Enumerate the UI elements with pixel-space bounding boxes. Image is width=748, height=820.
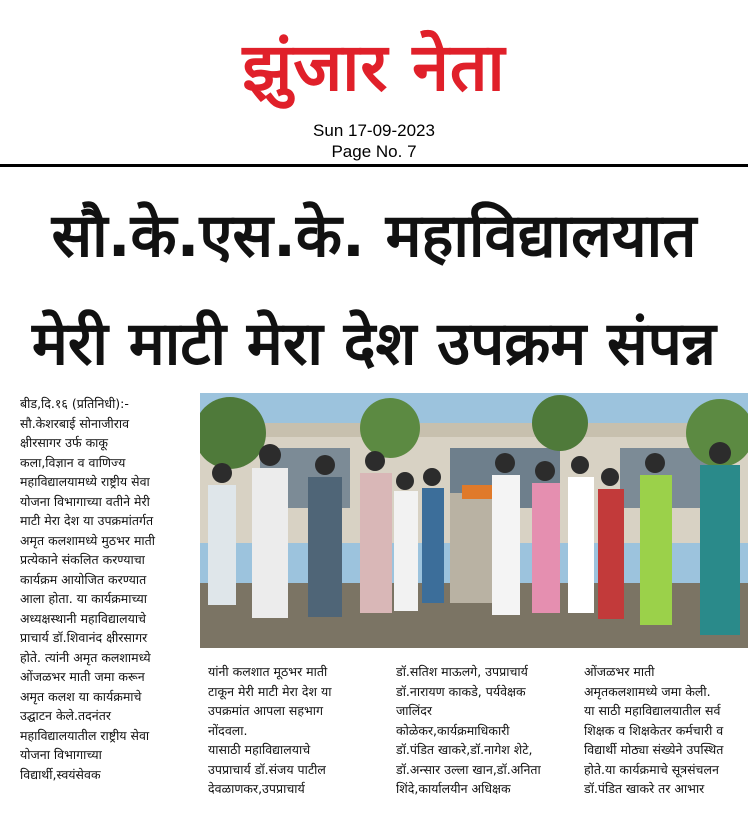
article-line: ओंजळभर माती जमा करून <box>20 669 145 684</box>
article-line: कोळेकर,कार्यक्रमाधिकारी <box>396 722 510 738</box>
article-line: विद्यार्थी,स्वयंसेवक <box>20 766 101 782</box>
article-line: डॉ.अन्सार उल्ला खान,डॉ.अनिता <box>396 761 541 777</box>
article-line: सौ.केशरबाई सोनाजीराव <box>20 415 130 431</box>
article-line: डॉ.पंडित खाकरे,डॉ.नागेश शेटे, <box>396 742 533 757</box>
article-line: डॉ.पंडित खाकरे तर आभार <box>584 781 705 796</box>
headline-line-2: मेरी माटी मेरा देश उपक्रम संपन्न <box>32 309 716 379</box>
article-line: टाकून मेरी माटी मेरा देश या <box>208 683 332 699</box>
article-line: क्षीरसागर उर्फ काकू <box>20 435 109 450</box>
article-line: महाविद्यालयामध्ये राष्ट्रीय सेवा <box>20 474 150 489</box>
article-line: प्राचार्य डॉ.शिवानंद क्षीरसागर <box>20 630 148 645</box>
masthead <box>0 0 748 168</box>
article-line: शिंदे,कार्यालयीन अधिक्षक <box>396 781 511 796</box>
article-line: देवळाणकर,उपप्राचार्य <box>208 781 305 796</box>
article-line: या साठी महाविद्यालयातील सर्व <box>584 703 721 718</box>
article-line: होते. त्यांनी अमृत कलशामध्ये <box>20 649 151 665</box>
article-line: योजना विभागाच्या <box>20 747 102 762</box>
article-line: उपक्रमांत आपला सहभाग <box>208 703 324 718</box>
newspaper-logo: झुंजार नेता <box>242 29 506 106</box>
article-line: माटी मेरा देश या उपक्रमांतर्गत <box>20 513 154 528</box>
article-line: होते.या कार्यक्रमाचे सूत्रसंचलन <box>584 761 719 777</box>
article-line: उद्घाटन केले.तदनंतर <box>20 708 111 723</box>
article-line: यासाठी महाविद्यालयाचे <box>208 742 311 757</box>
article-column-3 <box>396 662 568 820</box>
article-line: प्रत्येकाने संकलित करण्याचा <box>20 552 145 567</box>
article-line: ओंजळभर माती <box>584 664 655 679</box>
edition-date: Sun 17-09-2023 <box>313 121 435 140</box>
article-line: अमृतकलशामध्ये जमा केली. <box>584 683 711 699</box>
page-number: Page No. 7 <box>331 142 417 161</box>
article-line: डॉ.सतिश माऊलगे, उपप्राचार्य <box>396 664 528 679</box>
article-column-4 <box>584 662 748 820</box>
article-line: डॉ.नारायण काकडे, पर्यवेक्षक <box>396 683 526 699</box>
article-line: बीड,दि.१६ (प्रतिनिधी):- <box>20 396 129 411</box>
article-line: अमृत कलशामध्ये मुठभर माती <box>20 532 156 548</box>
article-line: उपप्राचार्य डॉ.संजय पाटील <box>208 761 326 777</box>
article-column-1 <box>20 394 192 820</box>
article-line: आला होता. या कार्यक्रमाच्या <box>20 591 147 606</box>
article-line: महाविद्यालयातील राष्ट्रीय सेवा <box>20 727 150 743</box>
article-column-2 <box>208 662 380 820</box>
article-line: कला,विज्ञान व वाणिज्य <box>20 454 126 470</box>
article-line: कार्यक्रम आयोजित करण्यात <box>20 571 147 587</box>
article-line: अमृत कलश या कार्यक्रमाचे <box>20 688 142 704</box>
article-line: शिक्षक व शिक्षकेतर कर्मचारी व <box>584 722 724 738</box>
article-line: अध्यक्षस्थानी महाविद्यालयाचे <box>20 610 146 626</box>
article-line: योजना विभागाच्या वतीने मेरी <box>20 493 150 509</box>
event-photo <box>200 393 748 648</box>
masthead-divider <box>0 164 748 167</box>
article-line: यांनी कलशात मूठभर माती <box>208 664 328 679</box>
article-line: जालिंदर <box>396 703 432 718</box>
article-line: नोंदवला. <box>208 722 248 738</box>
headline-line-1: सौ.के.एस.के. महाविद्यालयात <box>51 201 697 271</box>
article-line: विद्यार्थी मोठ्या संख्येने उपस्थित <box>584 742 724 757</box>
